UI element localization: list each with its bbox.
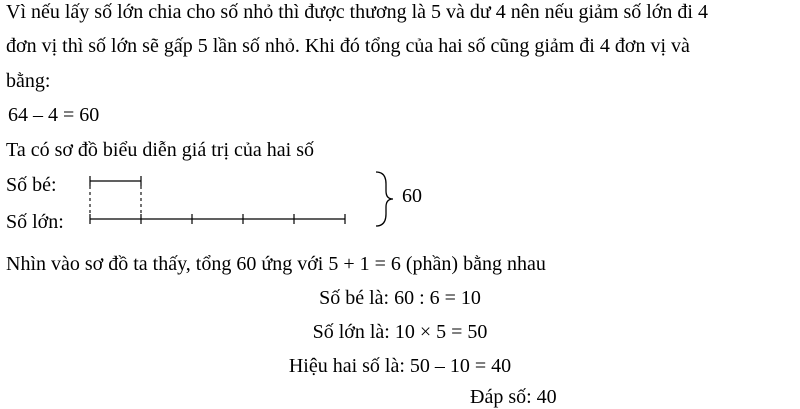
observation-text: Nhìn vào sơ đồ ta thấy, tổng 60 ứng với 5 + 1 = 6 (phần) bằng nhau [6, 253, 546, 275]
final-answer: Đáp số: 40 [470, 386, 557, 408]
large-number-segment [90, 214, 345, 224]
paragraph-line-3: bằng: [6, 70, 51, 92]
step-large-number: Số lớn là: 10 × 5 = 50 [312, 321, 488, 343]
total-label: 60 [402, 185, 422, 207]
step-difference: Hiệu hai số là: 50 – 10 = 40 [288, 355, 512, 377]
paragraph-line-2: đơn vị thì số lớn sẽ gấp 5 lần số nhỏ. Khi đó tổng của hai số cũng giảm đi 4 đơn vị và [6, 35, 690, 57]
paragraph-line-1: Vì nếu lấy số lớn chia cho số nhỏ thì được thương là 5 và dư 4 nên nếu giảm số lớn đi 4 [6, 1, 708, 23]
small-number-segment [90, 176, 141, 186]
segment-diagram [0, 160, 800, 250]
diagram-intro: Ta có sơ đồ biểu diễn giá trị của hai số [6, 139, 314, 161]
large-number-label: Số lớn: [6, 211, 64, 233]
equation-sum: 64 – 4 = 60 [8, 104, 100, 126]
small-number-label: Số bé: [6, 174, 57, 196]
dashed-guide-lines [90, 186, 141, 214]
step-small-number: Số bé là: 60 : 6 = 10 [319, 287, 481, 309]
total-brace [376, 172, 393, 226]
